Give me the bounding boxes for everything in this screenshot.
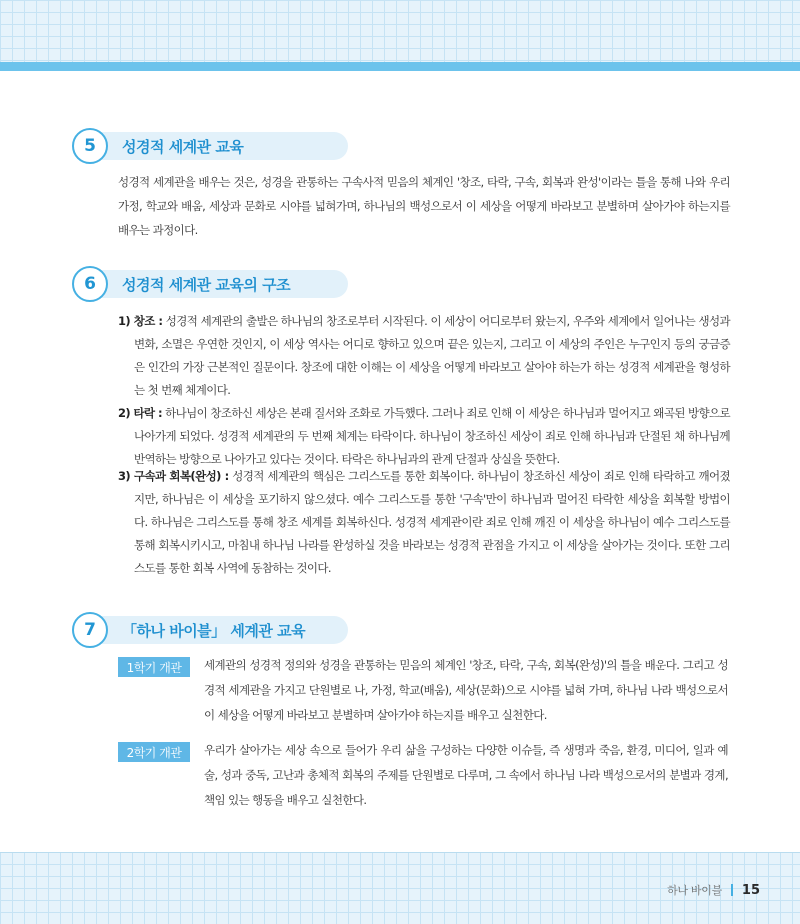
section-7-title: 「하나 바이블」 세계관 교육 [122,621,306,640]
semester-1-label: 1학기 개관 [118,657,190,677]
section-6-number: 6 [72,266,108,302]
structure-item-fall [118,402,730,471]
structure-item-term: 3) 구속과 회복(완성) : [118,469,229,483]
structure-item-term: 1) 창조 : [118,314,163,328]
section-5-body: 성경적 세계관을 배우는 것은, 성경을 관통하는 구속사적 믿음의 체계인 '창조, 타락, 구속, 회복과 완성'이라는 틀을 통해 나와 우리 가정, 학교와 배움, 세상과 문화로 시야를 넓혀가며, 하나님의 백성으로서 이 세상을 어떻게 바라보고 분별하며 살아가야 하는지를 배우는 과정이다. [118,175,730,237]
page-footer [667,882,760,898]
section-7-title-pill [92,616,348,644]
footer-separator [731,884,733,896]
structure-item-text: 성경적 세계관의 출발은 하나님의 창조로부터 시작된다. 이 세상이 어디로부터 왔는지, 우주와 세계에서 일어나는 생성과 변화, 소멸은 우연한 것인지, 이 세상 역사는 어디로 향하고 있으며 끝은 있는지, 그리고 이 세상의 주인은 누구인지 등의 궁금증은 인간의 가장 근본적인 질문이다. 창조에 대한 이해는 이 세상을 어떻게 바라보고 살아야 하는가 하는 성경적 세계관을 형성하는 첫 번째 체계이다. [134,314,730,397]
structure-item-term: 2) 타락 : [118,406,163,420]
structure-item-text: 성경적 세계관의 핵심은 그리스도를 통한 회복이다. 하나님이 창조하신 세상이 죄로 인해 타락하고 깨어졌지만, 하나님은 이 세상을 포기하지 않으셨다. 예수 그리스도를 통한 '구속'만이 하나님과 멀어진 타락한 세상을 회복할 방법이다. 하나님은 그리스도를 통해 창조 세계를 회복하신다. 성경적 세계관이란 죄로 인해 깨진 이 세상을 하나님이 예수 그리스도를 통해 회복시키시고, 마침내 하나님 나라를 완성하실 것을 바라보는 성경적 관점을 가지고 이 세상을 살아가는 것이다. 또한 그리스도를 통한 회복 사역에 동참하는 것이다. [134,469,730,575]
page-number: 15 [741,882,760,898]
top-accent-stripe [0,62,800,71]
top-decorative-band [0,0,800,62]
semester-1-text: 세계관의 성경적 정의와 성경을 관통하는 믿음의 체계인 '창조, 타락, 구속, 회복(완성)'의 틀을 배운다. 그리고 성경적 세계관을 가지고 단원별로 나, 가정, 학교(배움), 세상(문화)으로 시야를 넓혀 가며, 하나님 나라 백성으로서 이 세상을 어떻게 바라보고 분별하며 살아가야 하는지를 배우고 실천한다. [204,658,728,722]
semester-2-label: 2학기 개관 [118,742,190,762]
footer-book-title: 하나 바이블 [667,884,722,897]
structure-item-text: 하나님이 창조하신 세상은 본래 질서와 조화로 가득했다. 그러나 죄로 인해 이 세상은 하나님과 멀어지고 왜곡된 방향으로 나아가게 되었다. 성경적 세계관의 두 번째 체계는 타락이다. 하나님이 창조하신 세상이 죄로 인해 하나님과 단절된 채 하나님께 반역하는 방향으로 나아가고 있다는 것이다. 타락은 하나님과의 관계 단절과 상실을 뜻한다. [134,406,730,466]
section-5-title: 성경적 세계관 교육 [122,137,244,156]
section-6-title: 성경적 세계관 교육의 구조 [122,275,291,294]
semester-2-text: 우리가 살아가는 세상 속으로 들어가 우리 삶을 구성하는 다양한 이슈들, 즉 생명과 죽음, 환경, 미디어, 일과 예술, 성과 중독, 고난과 총체적 회복의 주제를 단원별로 다루며, 그 속에서 하나님 나라 백성으로서의 분별과 경계, 책임 있는 행동을 배우고 실천한다. [204,743,728,807]
section-7-number: 7 [72,612,108,648]
structure-item-creation [118,310,730,402]
section-5-title-pill [92,132,348,160]
structure-item-redemption [118,465,730,580]
section-5-number: 5 [72,128,108,164]
section-6-title-pill [92,270,348,298]
